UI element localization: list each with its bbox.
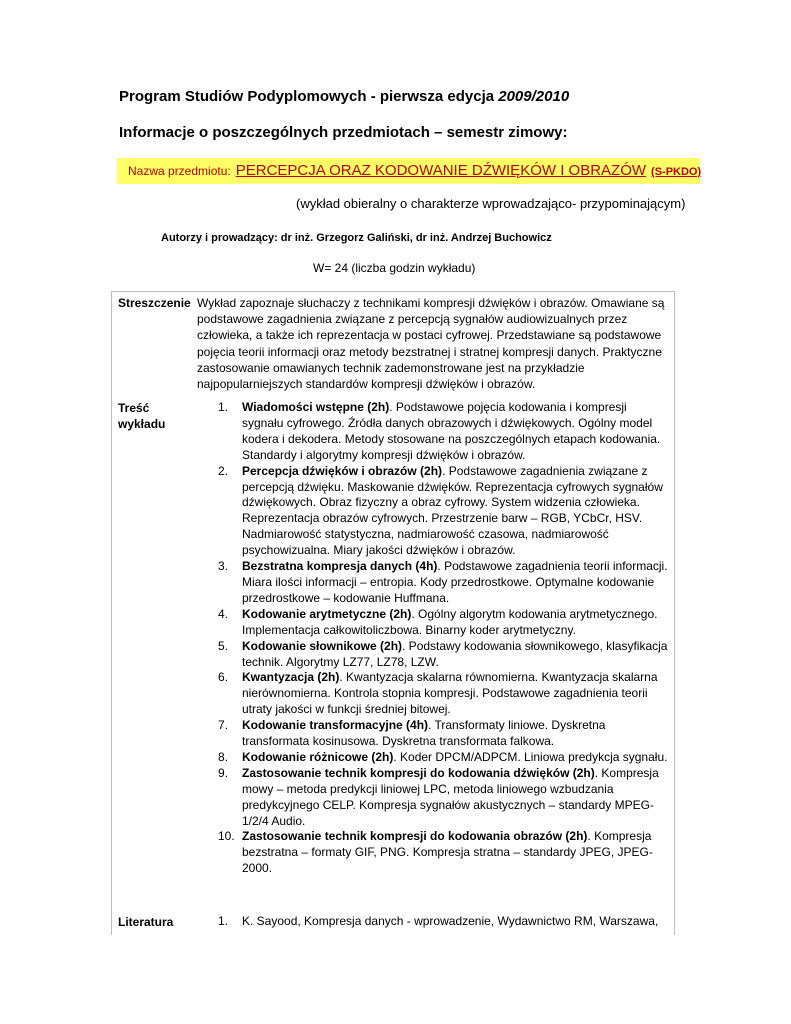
abstract-label: Streszczenie — [118, 296, 191, 310]
content-item-text: . Podstawy kodowania słownikowego, klasyfikacja technik. Algorytmy LZ77, LZ78, LZW. — [242, 638, 668, 669]
content-item-text: . Ogólny algorytm kodowania arytmetycznego. Implementacja całkowitoliczbowa. Binarny koder arytmetyczny. — [242, 606, 658, 637]
abstract-text: Wykład zapoznaje słuchaczy z technikami kompresji dźwięków i obrazów. Omawiane są podstawowe zagadnienia związane z percepcją sygnałów audiowizualnych przez człowieka, a także ich reprezentacja w postaci cyfrowej. Przedstawiane są podstawowe pojęcia teorii informacji oraz metody bezstratnej i stratnej kompresji danych. Praktyczne zastosowanie omawianych technik zademonstrowane jest na przykładzie najpopularniejszych standardów kompresji dźwięków i obrazów. — [197, 296, 665, 392]
content-item — [112, 750, 674, 766]
literature-label: Literatura — [118, 915, 174, 929]
content-item — [112, 670, 674, 718]
content-item-number: 6. — [218, 670, 229, 685]
program-title: Program Studiów Podyplomowych - pierwsza edycja 2009/2010 — [119, 88, 570, 105]
content-item-text: . Podstawowe pojęcia kodowania i kompresji sygnału cyfrowego. Źródła danych obrazowych i dźwiękowych. Ogólny model kodera i dekodera. Metody stosowane na poszczególnych etapach kodowania. Standardy i algorytmy kompresji dźwięków i obrazów. — [242, 400, 661, 462]
content-item-number: 5. — [218, 638, 229, 653]
subject-label: Nazwa przedmiotu: — [128, 164, 231, 178]
info-title: Informacje o poszczególnych przedmiotach – semestr zimowy: — [119, 124, 568, 141]
subject-highlight — [117, 158, 700, 184]
lecture-hours: W= 24 (liczba godzin wykładu) — [313, 261, 476, 275]
content-item-text: . Transformaty liniowe. Dyskretna transformata kosinusowa. Dyskretna transformata falkowa. — [242, 718, 606, 749]
content-item — [112, 829, 674, 877]
content-item — [112, 464, 674, 559]
lecture-type: (wykład obieralny o charakterze wprowadzająco- przypominającym) — [296, 196, 686, 211]
literature-list — [112, 914, 674, 930]
subject-code: (S-PKDO) — [651, 166, 702, 178]
content-item-number: 3. — [218, 559, 229, 574]
literature-item-text: K. Sayood, Kompresja danych - wprowadzenie, Wydawnictwo RM, Warszawa, — [242, 914, 659, 928]
content-item-text: . Kwantyzacja skalarna równomierna. Kwantyzacja skalarna nierównomierna. Kontrola stopnia kompresji. Podstawowe zagadnienia teorii utraty jakości w funkcji średniej bitowej. — [242, 670, 658, 717]
program-year: 2009/2010 — [498, 88, 570, 105]
content-item — [112, 766, 674, 830]
content-item-title: Zastosowanie technik kompresji do kodowania dźwięków (2h) — [242, 765, 595, 780]
authors: Autorzy i prowadzący: dr inż. Grzegorz Galiński, dr inż. Andrzej Buchowicz — [161, 232, 552, 244]
content-item-number: 9. — [218, 765, 229, 780]
content-item-number: 8. — [218, 749, 229, 764]
content-item-text: . Podstawowe zagadnienia teorii informacji. Miara ilości informacji – entropia. Kody przedrostkowe. Optymalne kodowanie przedrostkowe – kodowanie Huffmana. — [242, 559, 668, 605]
content-item-title: Kodowanie różnicowe (2h) — [242, 749, 394, 764]
content-item-text: . Podstawowe zagadnienia związane z percepcją dźwięku. Maskowanie dźwięków. Reprezentacja cyfrowych sygnałów dźwiękowych. Obraz fizyczny a obraz cyfrowy. System widzenia człowieka. Reprezentacja obrazów cyfrowych. Przestrzenie barw – RGB, YCbCr, HSV. Nadmiarowość statystyczna, nadmiarowość czasowa, nadmiarowość psychowizualna. Miary jakości dźwięków i obrazów. — [242, 463, 663, 558]
content-item-title: Bezstratna kompresja danych (4h) — [242, 559, 438, 574]
subject-name: PERCEPCJA ORAZ KODOWANIE DŹWIĘKÓW I OBRAZÓW — [235, 162, 647, 179]
content-item — [112, 607, 674, 639]
content-item-number: 4. — [218, 606, 229, 621]
content-item-title: Wiadomości wstępne (2h) — [242, 400, 390, 414]
content-label: Treść wykładu — [118, 401, 166, 431]
content-item — [112, 400, 674, 464]
content-item-title: Percepcja dźwięków i obrazów (2h) — [242, 463, 443, 478]
content-item-title: Kwantyzacja (2h) — [242, 670, 340, 685]
content-item-number: 7. — [218, 718, 229, 733]
course-table — [111, 291, 675, 935]
content-item-number: 10. — [218, 829, 235, 844]
content-item-title: Kodowanie transformacyjne (4h) — [242, 718, 429, 733]
content-item — [112, 639, 674, 671]
content-item-text: . Kompresja mowy – metoda predykcji liniowej LPC, metoda liniowego wzbudzania predykcyjnego CELP. Kompresja sygnałów akustycznych – standardy MPEG-1/2/4 Audio. — [242, 765, 659, 828]
content-item-text: . Koder DPCM/ADPCM. Liniowa predykcja sygnału. — [393, 749, 668, 764]
content-item-title: Kodowanie słownikowe (2h) — [242, 638, 403, 653]
content-item — [112, 718, 674, 750]
content-item-number: 2. — [218, 463, 229, 478]
content-item-text: . Kompresja bezstratna – formaty GIF, PNG. Kompresja stratna – standardy JPEG, JPEG-2000. — [242, 829, 653, 876]
literature-item — [112, 914, 674, 930]
literature-item-number: 1. — [218, 914, 229, 928]
content-item — [112, 559, 674, 607]
content-list — [112, 400, 674, 877]
content-item-number: 1. — [218, 400, 229, 414]
content-item-title: Zastosowanie technik kompresji do kodowania obrazów (2h) — [242, 829, 588, 844]
content-item-title: Kodowanie arytmetyczne (2h) — [242, 606, 412, 621]
